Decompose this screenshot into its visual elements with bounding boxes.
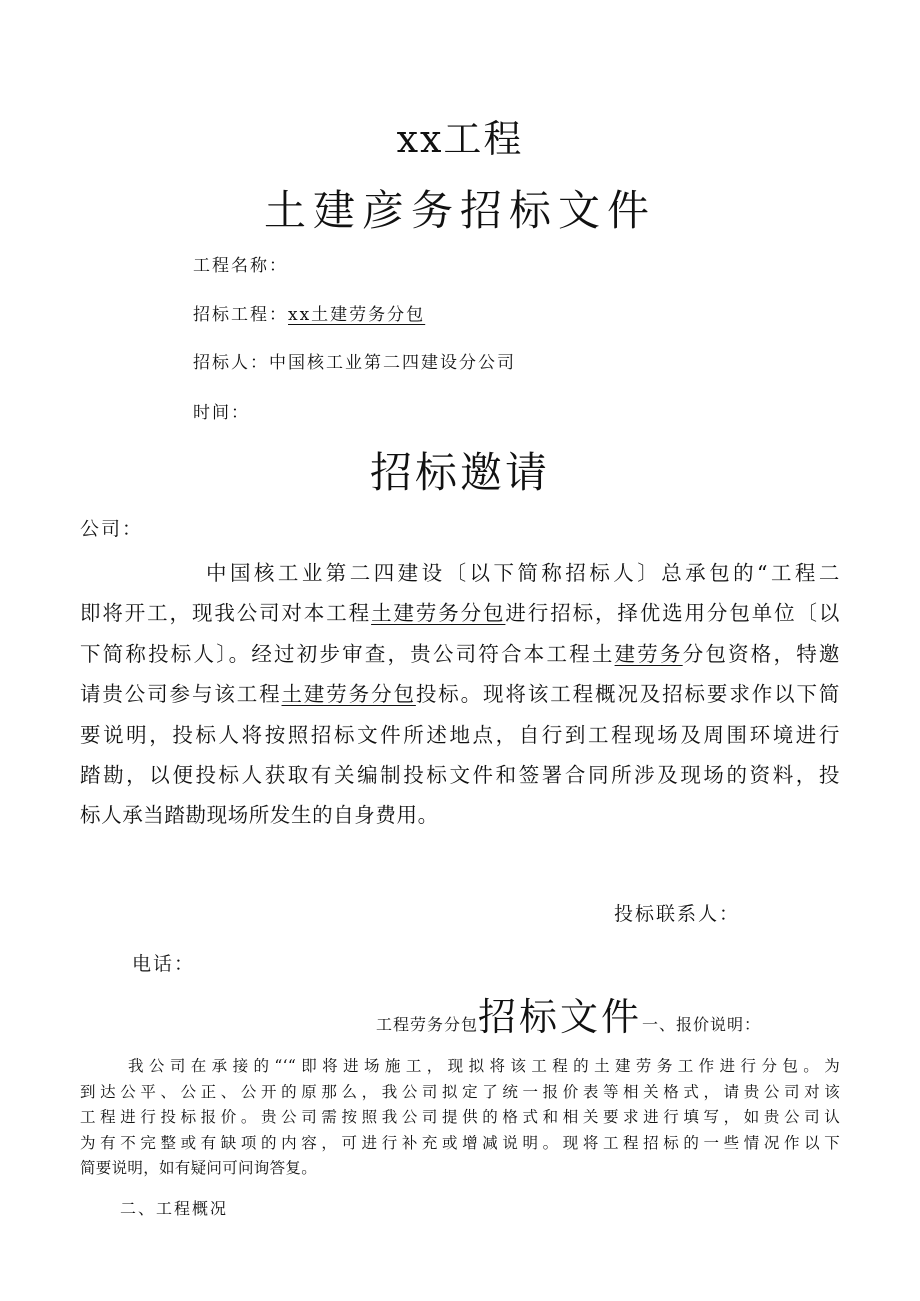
cover-title-line2: 土建彦务招标文件 [263, 186, 656, 235]
contact-person: 投标联系人： [614, 903, 741, 925]
invitation-line: 中国核工业第二四建设〔以下简称招标人〕总承包的“工程二 [206, 561, 840, 585]
tender-project-value: xx土建劳务分包 [288, 305, 426, 325]
quote-line: 简要说明，如有疑问可问询答复。 [80, 1159, 318, 1178]
quote-body [80, 1054, 840, 1182]
cover-title-line1: xx工程 [396, 117, 524, 161]
underlined-scope: 建劳务 [614, 641, 683, 666]
tender-party-field: 招标人：中国核工业第二四建设分公司 [193, 353, 516, 373]
invitation-body [80, 553, 840, 836]
invitation-title: 招标邀请 [369, 448, 550, 497]
quote-line: 我公司在承接的“‘“即将进场施工，现拟将该工程的土建劳务工作进行分包。为 [128, 1057, 840, 1075]
invitation-line: 请贵公司参与该工程土建劳务分包投标。现将该工程概况及招标要求作以下简 [80, 682, 840, 707]
quote-heading [376, 986, 761, 1042]
heading-big: 招标文件 [478, 995, 643, 1039]
quote-line: 工程进行投标报价。贵公司需按照我公司提供的格式和相关要求进行填写，如贵公司认 [80, 1108, 840, 1127]
invitation-line: 标人承当踏勘现场所发生的自身费用。 [80, 803, 439, 828]
salutation: 公司： [80, 518, 144, 540]
time-field: 时间： [193, 403, 250, 423]
quote-line: 为有不完整或有缺项的内容，可进行补充或增减说明。现将工程招标的一些情况作以下 [80, 1133, 840, 1152]
invitation-line: 踏勘，以便投标人获取有关编制投标文件和签署合同所涉及现场的资料，投 [80, 762, 840, 787]
phone: 电话： [132, 953, 196, 975]
tender-project-label: 招标工程： [193, 305, 288, 325]
invitation-line: 要说明，投标人将按照招标文件所述地点，自行到工程现场及周围环境进行 [80, 722, 840, 747]
heading-prefix: 工程劳务分包 [376, 1015, 479, 1034]
underlined-scope: 土建劳务分包 [371, 601, 506, 626]
project-name-field: 工程名称： [193, 256, 288, 276]
heading-suffix: 一、报价说明： [642, 1015, 762, 1034]
section-2-heading: 二、工程概况 [120, 1199, 229, 1218]
quote-line: 到达公平、公正、公开的原那么，我公司拟定了统一报价表等相关格式，请贵公司对该 [80, 1082, 840, 1101]
tender-project-field [193, 300, 425, 325]
invitation-line: 下简称投标人〕。经过初步审查，贵公司符合本工程土建劳务分包资格，特邀 [80, 641, 840, 666]
underlined-scope: 土建劳务分包 [281, 682, 416, 707]
invitation-line: 即将开工，现我公司对本工程土建劳务分包进行招标，择优选用分包单位〔以 [80, 601, 840, 626]
